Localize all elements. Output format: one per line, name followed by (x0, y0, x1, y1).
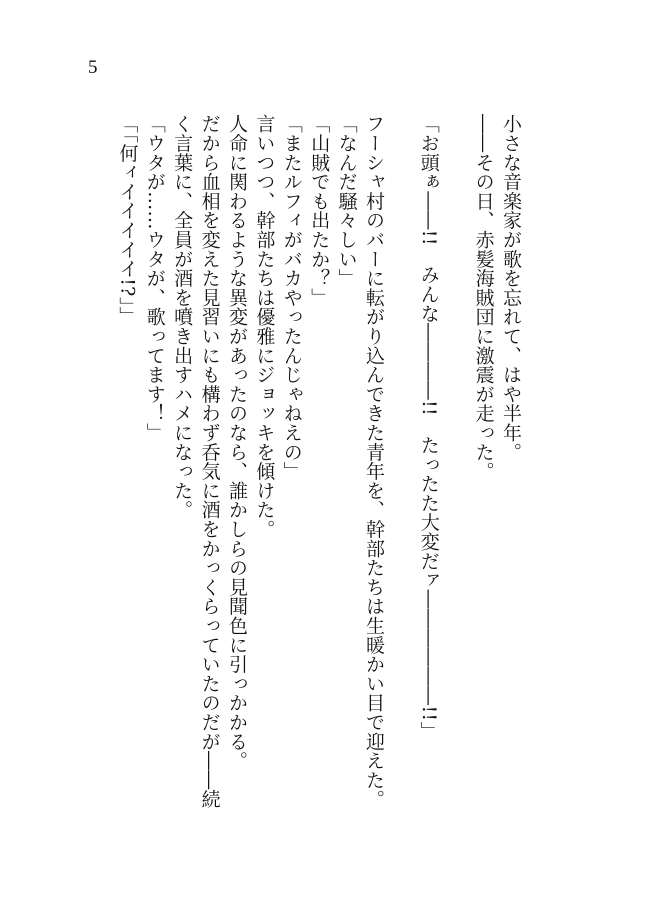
body-line: 人命に関わるような異変があったのなら、誰かしらの見聞色に引っかかる。 (225, 114, 248, 771)
body-line: 言いつつ、幹部たちは優雅にジョッキを傾けた。 (253, 114, 276, 539)
blank-line (387, 114, 414, 834)
vertical-text-body (94, 114, 524, 834)
body-line: く言葉に、全員が酒を噴き出すハメになった。 (171, 114, 194, 520)
body-line: 「「何ィイイイイイ!?」」 (116, 114, 139, 326)
body-line: だから血相を変えた見習いにも構わず呑気に酒をかっくらっていたのだが――続 (198, 114, 221, 809)
body-line: 「なんだ騒々しい」 (335, 114, 358, 288)
body-line: 小さな音楽家が歌を忘れて、はや半年。 (500, 114, 522, 462)
blank-line (442, 114, 469, 834)
body-line: 「またルフィがバカやったんじゃねえの」 (280, 114, 303, 481)
body-line: フーシャ村のバーに転がり込んできた青年を、幹部たちは生暖かい目で迎えた。 (363, 114, 385, 809)
body-line: 「ウタが……ウタが、歌ってます！」 (143, 114, 166, 443)
body-line: 「お頭ぁ――!! みんな――――!! たったた大変だァ――――――!!」 (417, 114, 440, 741)
page-number: 5 (88, 57, 98, 78)
body-line: ――その日、赤髪海賊団に激震が走った。 (472, 114, 495, 481)
body-line: 「山賊でも出たか？」 (308, 114, 331, 307)
